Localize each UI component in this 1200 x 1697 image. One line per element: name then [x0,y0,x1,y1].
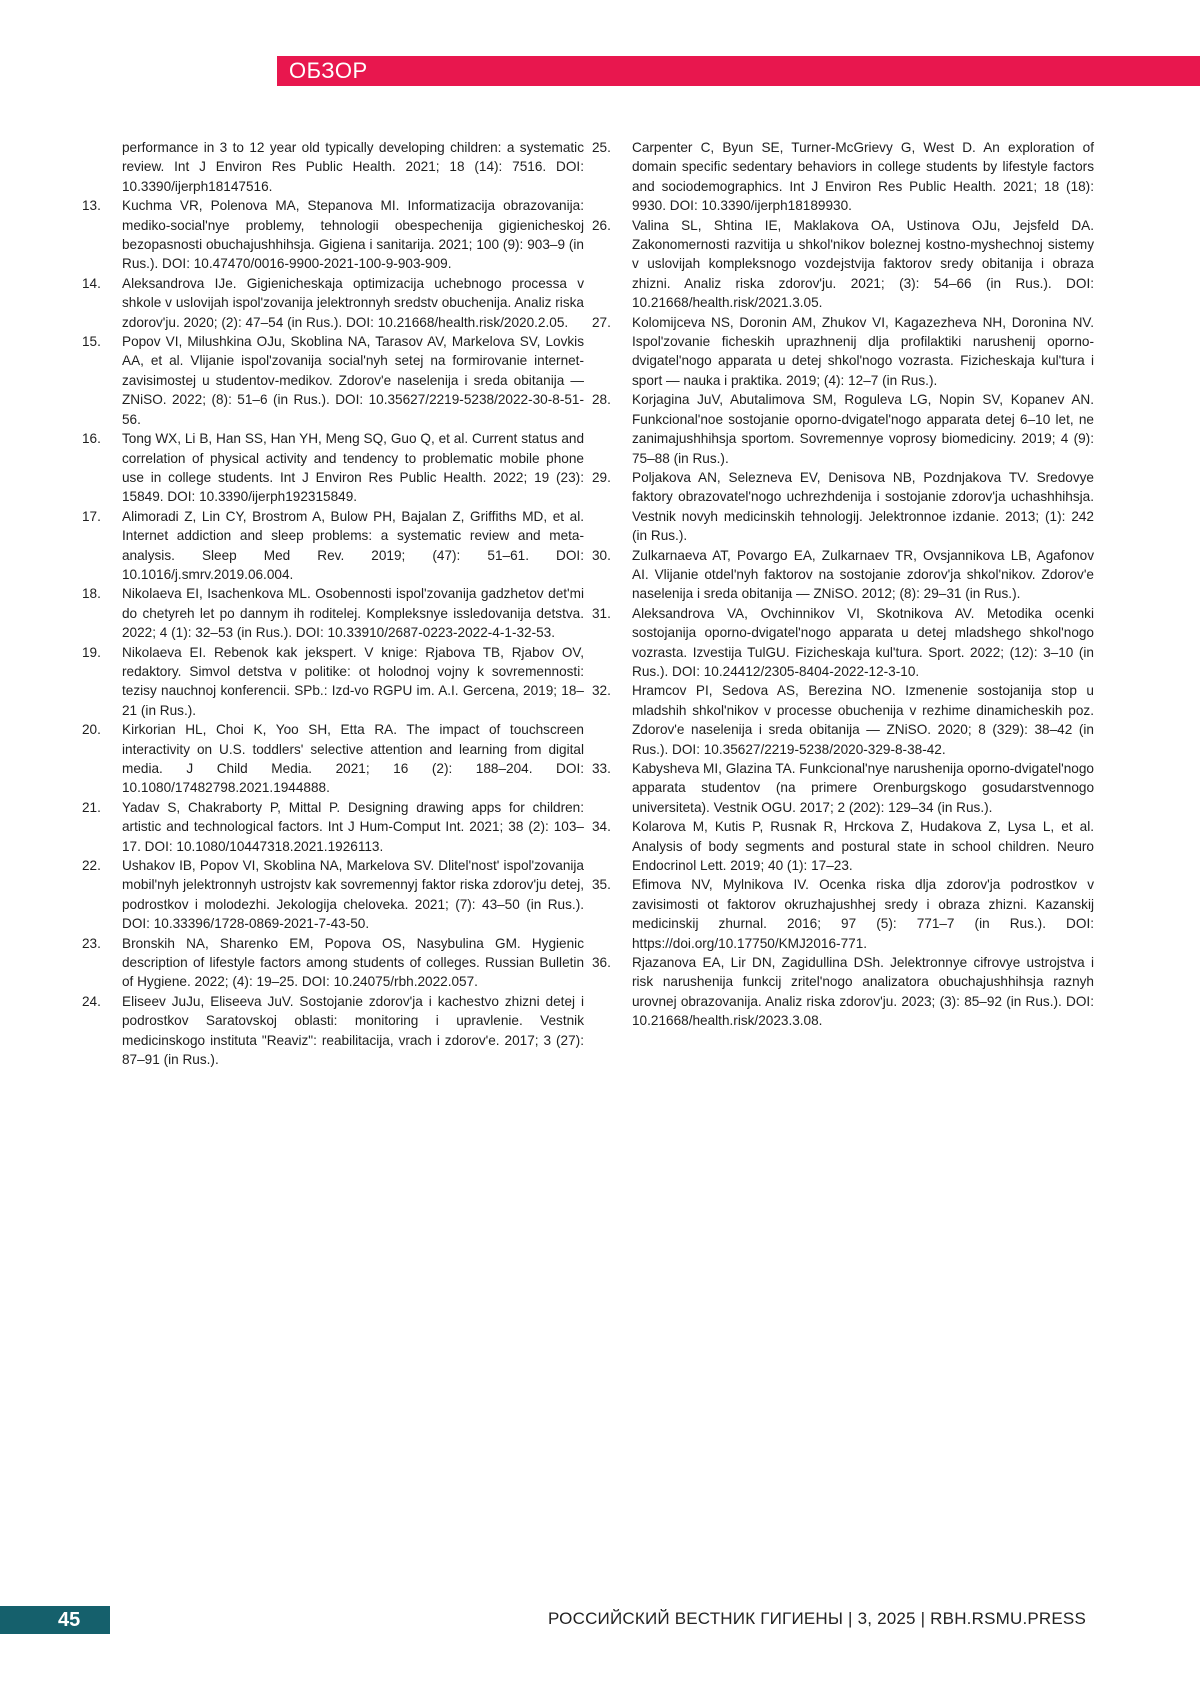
reference-item [592,681,1094,759]
reference-text: Valina SL, Shtina IE, Maklakova OA, Ustinova OJu, Jejsfeld DA. Zakonomernosti razvitija u shkol'nikov boleznej kostno-myshechnoj sistemy v uslovijah kompleksnogo vozdejstvija faktorov sredy obitanija i obraza zhizni. Analiz riska zdorov'ju. 2021; (3): 54–66 (in Rus.). DOI: 10.21668/health.risk/2021.3.05. [632,217,1094,311]
reference-number: 20. [82,722,101,738]
reference-number: 36. [592,955,611,971]
reference-text: Aleksandrova IJe. Gigienicheskaja optimizacija uchebnogo processa v shkole v uslovijah ispol'zovanija jelektronnyh sredstv obuchenija. Analiz riska zdorov'ju. 2020; (2): 47–54 (in Rus.). DOI: 10.21668/health.risk/2020.2.05. [122,275,584,330]
reference-number: 30. [592,547,611,563]
reference-text: Kolomijceva NS, Doronin AM, Zhukov VI, Kagazezheva NH, Doronina NV. Ispol'zovanie ficheskih uprazhnenij dlja profilaktiki narushenij oporno-dvigatel'nogo apparata u detej shkol'nogo vozrasta. Fizicheskaja kul'tura i sport — nauka i praktika. 2019; (4): 12–7 (in Rus.). [632,314,1094,388]
reference-item [82,584,584,642]
section-header-bar [277,56,1200,86]
reference-number: 32. [592,683,611,699]
reference-text: Rjazanova EA, Lir DN, Zagidullina DSh. Jelektronnye cifrovye ustrojstva i risk narushenija funkcij zritel'nogo analizatora obuchajushhihsja raznyh urovnej obrazovanija. Analiz riska zdorov'ju. 2023; (3): 85–92 (in Rus.). DOI: 10.21668/health.risk/2023.3.08. [632,955,1094,1029]
page-number: 45 [58,1609,81,1631]
reference-text: Carpenter C, Byun SE, Turner-McGrievy G, West D. An exploration of domain specific sedentary behaviors in college students by lifestyle factors and sociodemographics. Int J Environ Res Public Health. 2021; 18 (18): 9930. DOI: 10.3390/ijerph18189930. [632,140,1094,214]
reference-item [592,216,1094,313]
reference-number: 27. [592,314,611,330]
reference-item [82,196,584,274]
reference-number: 19. [82,644,101,660]
reference-text: Korjagina JuV, Abutalimova SM, Roguleva LG, Nopin SV, Kopanev AN. Funkcional'noe sostojanie oporno-dvigatel'nogo apparata detej 6–10 let, ne zanimajushhihsja sportom. Sovremennye voprosy biomediciny. 2019; 4 (9): 75–88 (in Rus.). [632,392,1094,466]
page-number-badge [0,1606,110,1634]
reference-number: 28. [592,392,611,408]
reference-number: 25. [592,140,611,155]
reference-text: Popov VI, Milushkina OJu, Skoblina NA, Tarasov AV, Markelova SV, Lovkis AA, et al. Vlijanie ispol'zovanija social'nyh setej na formirovanie internet-zavisimostej u studentov-medikov. Zdorov'e naselenija i sreda obitanija — ZNiSO. 2022; (8): 51–6 (in Rus.). DOI: 10.35627/2219-5238/2022-30-8-51-56. [122,334,584,427]
reference-item [592,875,1094,953]
reference-item [592,759,1094,817]
reference-number: 18. [82,586,101,602]
reference-number: 35. [592,877,611,893]
reference-number: 15. [82,334,101,350]
reference-text: Aleksandrova VA, Ovchinnikov VI, Skotnikova AV. Metodika ocenki sostojanija oporno-dvigatel'nogo apparata u detej mladshego shkol'nogo vozrasta. Izvestija TulGU. Fizicheskaja kul'tura. Sport. 2022; (12): 3–10 (in Rus.). DOI: 10.24412/2305-8404-2022-12-3-10. [632,605,1094,679]
reference-item [82,720,584,798]
reference-number: 34. [592,819,611,835]
reference-item [82,992,584,1070]
reference-item [82,138,584,196]
reference-number: 24. [82,993,101,1009]
reference-text: Kuchma VR, Polenova MA, Stepanova MI. Informatizacija obrazovanija: mediko-social'nye problemy, tehnologii obespechenija gigienicheskoj bezopasnosti obuchajushhihsja. Gigiena i sanitarija. 2021; 100 (9): 903–9 (in Rus.). DOI: 10.47470/0016-9900-2021-100-9-903-909. [122,198,584,272]
reference-number: 26. [592,217,611,233]
references-column-left [82,138,584,1070]
reference-text: Nikolaeva EI. Rebenok kak jekspert. V knige: Rjabova TB, Rjabov OV, redaktory. Simvol detstva v politike: ot holodnoj vojny k sovremennosti: tezisy nauchnoj konferencii. SPb.: Izd-vo RGPU im. A.I. Gercena, 2019; 18–21 (in Rus.). [122,644,584,718]
reference-text: performance in 3 to 12 year old typically developing children: a systematic review. Int J Environ Res Public Health. 2021; 18 (14): 7516. DOI: 10.3390/ijerph18147516. [122,140,584,194]
reference-text: Eliseev JuJu, Eliseeva JuV. Sostojanie zdorov'ja i kachestvo zhizni detej i podrostkov Saratovskoj oblasti: monitoring i upravlenie. Vestnik medicinskogo instituta "Reaviz": reabilitacija, vrach i zdorov'e. 2017; 3 (27): 87–91 (in Rus.). [122,993,584,1068]
reference-text: Hramcov PI, Sedova AS, Berezina NO. Izmenenie sostojanija stop u mladshih shkol'nikov v processe obuchenija v rezhime dinamicheskih poz. Zdorov'e naselenija i sreda obitanija — ZNiSO. 2020; 8 (329): 38–42 (in Rus.). DOI: 10.35627/2219-5238/2020-329-8-38-42. [632,683,1094,757]
reference-text: Efimova NV, Mylnikova IV. Ocenka riska dlja zdorov'ja podrostkov v zavisimosti ot faktorov okruzhajushhej sredy i obraza zhizni. Kazanskij medicinskij zhurnal. 2016; 97 (5): 771–7 (in Rus.). DOI: https://doi.org/10.17750/KMJ2016-771. [632,877,1094,951]
reference-number: 31. [592,605,611,621]
reference-text: Zulkarnaeva AT, Povargo EA, Zulkarnaev TR, Ovsjannikova LB, Agafonov AI. Vlijanie otdel'nyh faktorov na sostojanie zdorov'ja shkol'nikov. Zdorov'e naselenija i sreda obitanija — ZNiSO. 2012; (8): 29–31 (in Rus.). [632,547,1094,602]
reference-text: Kolarova M, Kutis P, Rusnak R, Hrckova Z, Hudakova Z, Lysa L, et al. Analysis of body segments and postural state in school children. Neuro Endocrinol Lett. 2019; 40 (1): 17–23. [632,819,1094,874]
section-label: ОБЗОР [289,58,368,83]
reference-item [82,856,584,934]
reference-item [82,934,584,992]
reference-number: 13. [82,198,101,214]
reference-item [592,468,1094,546]
reference-item [82,429,584,507]
reference-number: 14. [82,275,101,291]
reference-text: Alimoradi Z, Lin CY, Brostrom A, Bulow PH, Bajalan Z, Griffiths MD, et al. Internet addiction and sleep problems: a systematic review and meta-analysis. Sleep Med Rev. 2019; (47): 51–61. DOI: 10.1016/j.smrv.2019.06.004. [122,508,584,582]
reference-item [592,817,1094,875]
reference-text: Poljakova AN, Selezneva EV, Denisova NB, Pozdnjakova TV. Sredovye faktory obrazovatel'nogo uchrezhdenija i sostojanie zdorov'ja uchashhihsja. Vestnik novyh medicinskih tehnologij. Jelektronnoe izdanie. 2013; (1): 242 (in Rus.). [632,469,1094,544]
reference-number: 29. [592,469,611,485]
reference-item [592,604,1094,682]
reference-item [82,332,584,429]
reference-item [592,390,1094,468]
reference-item [82,643,584,721]
reference-number [82,138,122,196]
reference-text: Yadav S, Chakraborty P, Mittal P. Designing drawing apps for children: artistic and technological factors. Int J Hum-Comput Int. 2021; 38 (2): 103–17. DOI: 10.1080/10447318.2021.1926113. [122,799,584,854]
reference-number: 16. [82,431,101,447]
reference-item [592,546,1094,604]
reference-text: Nikolaeva EI, Isachenkova ML. Osobennosti ispol'zovanija gadzhetov det'mi do chetyreh let po dannym ih roditelej. Kompleksnye issledovanija detstva. 2022; 4 (1): 32–53 (in Rus.). DOI: 10.33910/2687-0223-2022-4-1-32-53. [122,586,584,641]
reference-text: Ushakov IB, Popov VI, Skoblina NA, Markelova SV. Dlitel'nost' ispol'zovanija mobil'nyh jelektronnyh ustrojstv kak sovremennyj faktor riska zdorov'ju detej, podrostkov i molodezhi. Jekologija cheloveka. 2021; (7): 43–50 (in Rus.). DOI: 10.33396/1728-0869-2021-7-43-50. [122,858,584,932]
reference-text: Tong WX, Li B, Han SS, Han YH, Meng SQ, Guo Q, et al. Current status and correlation of physical activity and tendency to problematic mobile phone use in college students. Int J Environ Res Public Health. 2022; 19 (23): 15849. DOI: 10.3390/ijerph192315849. [122,431,584,505]
reference-number: 22. [82,858,101,874]
reference-item [82,274,584,332]
reference-number: 33. [592,761,611,776]
reference-item [592,138,1094,216]
reference-text: Bronskih NA, Sharenko EM, Popova OS, Nasybulina GM. Hygienic description of lifestyle factors among students of colleges. Russian Bulletin of Hygiene. 2022; (4): 19–25. DOI: 10.24075/rbh.2022.057. [122,935,584,990]
reference-number: 23. [82,935,101,951]
references-column-right [592,138,1094,1031]
reference-text: Kabysheva MI, Glazina TA. Funkcional'nye narushenija oporno-dvigatel'nogo apparata studentov (na primere Orenburgskogo gosudarstvennogo universiteta). Vestnik OGU. 2017; 2 (202): 129–34 (in Rus.). [632,761,1094,815]
reference-item [592,953,1094,1031]
reference-number: 21. [82,799,101,815]
reference-number: 17. [82,508,101,524]
reference-text: Kirkorian HL, Choi K, Yoo SH, Etta RA. The impact of touchscreen interactivity on U.S. toddlers' selective attention and learning from digital media. J Child Media. 2021; 16 (2): 188–204. DOI: 10.1080/17482798.2021.1944888. [122,722,584,796]
reference-item [592,313,1094,391]
reference-item [82,507,584,585]
journal-footer: РОССИЙСКИЙ ВЕСТНИК ГИГИЕНЫ | 3, 2025 | RBH.RSMU.PRESS [548,1609,1086,1628]
reference-item [82,798,584,856]
